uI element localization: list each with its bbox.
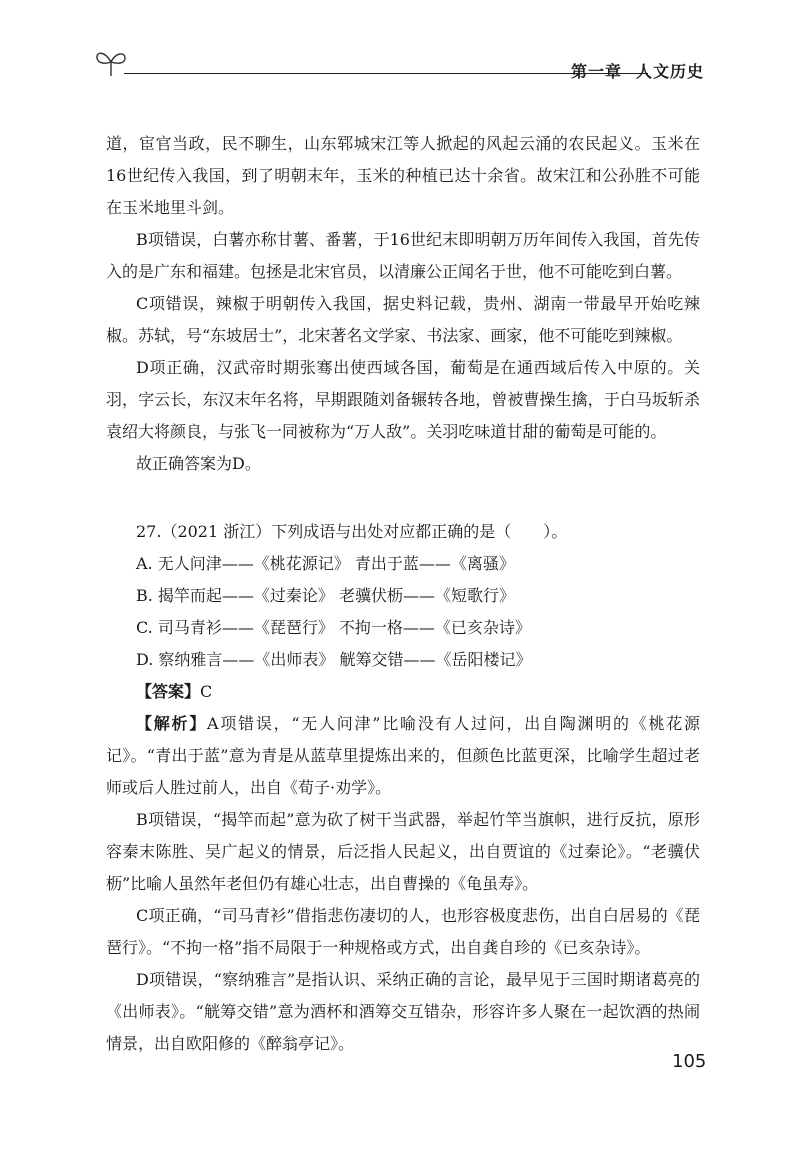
- option-a: A. 无人问津——《桃花源记》 青出于蓝——《离骚》: [136, 554, 515, 573]
- paragraph: C项错误，辣椒于明朝传入我国，据史料记载，贵州、湖南一带最早开始吃辣椒。苏轼，号“东坡居士”，北宋著名文学家、书法家、画家，他不可能吃到辣椒。: [106, 294, 700, 345]
- chapter-title: 人文历史: [635, 62, 704, 81]
- question-stem: 27.（2021 浙江）下列成语与出处对应都正确的是（ ）。: [136, 522, 568, 541]
- analysis-text: A项错误，“无人问津”比喻没有人过问，出自陶渊明的《桃花源记》。“青出于蓝”意为青是从蓝草里提炼出来的，但颜色比蓝更深，比喻学生超过老师或后人胜过前人，出自《荀子·劝学》。: [106, 714, 700, 797]
- analysis-paragraph: C项正确，“司马青衫”借指悲伤凄切的人，也形容极度悲伤，出自白居易的《琵琶行》。“不拘一格”指不局限于一种规格或方式，出自龚自珍的《已亥杂诗》。: [106, 906, 700, 957]
- paragraph: 道，宦官当政，民不聊生，山东郓城宋江等人掀起的风起云涌的农民起义。玉米在16世纪传入我国，到了明朝末年，玉米的种植已达十余省。故宋江和公孙胜不可能在玉米地里斗剑。: [106, 134, 700, 217]
- answer-label: 【答案】: [136, 682, 201, 701]
- sprout-icon: [94, 46, 128, 80]
- running-header: [94, 46, 704, 80]
- option-d: D. 察纳雅言——《出师表》 觥筹交错——《岳阳楼记》: [136, 650, 532, 669]
- analysis-paragraph: B项错误，“揭竿而起”意为砍了树干当武器，举起竹竿当旗帜，进行反抗，原形容秦末陈胜、吴广起义的情景，后泛指人民起义，出自贾谊的《过秦论》。“老骥伏枥”比喻人虽然年老但仍有雄心壮志，出自曹操的《龟虽寿》。: [106, 810, 700, 893]
- header-title: [557, 59, 704, 82]
- analysis-paragraph: [106, 708, 700, 804]
- answer-line: [106, 676, 700, 708]
- option-c: C. 司马青衫——《琵琶行》 不拘一格——《已亥杂诗》: [136, 618, 531, 637]
- paragraph: D项正确，汉武帝时期张骞出使西域各国，葡萄是在通西域后传入中原的。关羽，字云长，东汉末年名将，早期跟随刘备辗转各地，曾被曹操生擒，于白马坂斩杀袁绍大将颜良，与张飞一同被称为“万人敌”。关羽吃味道甘甜的葡萄是可能的。: [106, 358, 700, 441]
- page-number: 105: [672, 1051, 707, 1072]
- main-text: [106, 128, 700, 1060]
- analysis-paragraph: D项错误，“察纳雅言”是指认识、采纳正确的言论，最早见于三国时期诸葛亮的《出师表》。“觥筹交错”意为酒杯和酒筹交互错杂，形容许多人聚在一起饮酒的热闹情景，出自欧阳修的《醉翁亭记》。: [106, 970, 700, 1053]
- paragraph: B项错误，白薯亦称甘薯、番薯，于16世纪末即明朝万历年间传入我国，首先传入的是广东和福建。包拯是北宋官员，以清廉公正闻名于世，他不可能吃到白薯。: [106, 230, 700, 281]
- analysis-label: 【解析】: [136, 714, 208, 733]
- option-b: B. 揭竿而起——《过秦论》 老骥伏枥——《短歌行》: [136, 586, 516, 605]
- chapter-label: 第一章: [570, 62, 622, 81]
- paragraph: 故正确答案为D。: [136, 454, 261, 473]
- answer-value: C: [200, 682, 213, 701]
